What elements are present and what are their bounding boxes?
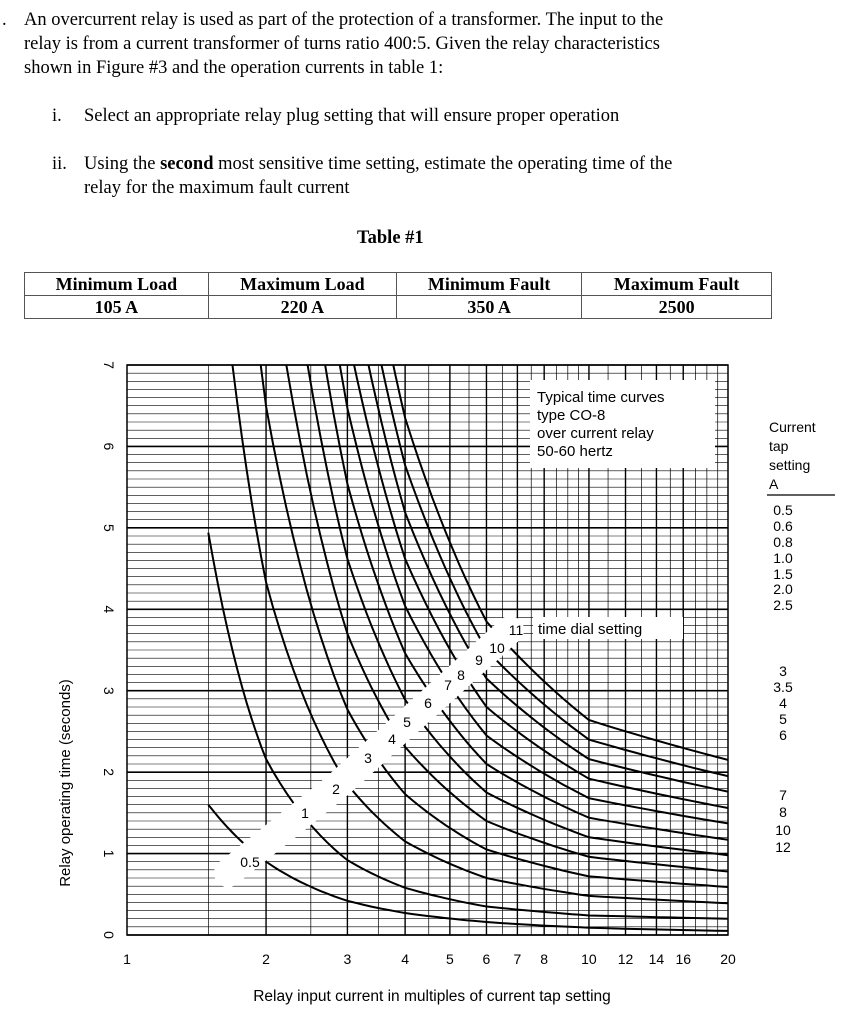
value-max-fault: 2500 — [582, 296, 772, 319]
time-dial-label-6: 6 — [424, 695, 432, 711]
time-dial-label-3: 3 — [364, 750, 372, 766]
tap-setting-value: 5 — [779, 711, 787, 727]
y-tick-label: 5 — [101, 523, 117, 532]
legend-line: over current relay — [537, 425, 654, 442]
part-i-number: i. — [52, 106, 62, 126]
tap-setting-value: 0.5 — [773, 502, 793, 518]
tap-setting-value: 0.6 — [773, 518, 793, 534]
value-max-load: 220 A — [208, 296, 396, 319]
tap-setting-value: 0.8 — [773, 534, 793, 550]
time-dial-label-1: 1 — [301, 805, 309, 821]
operation-currents-table — [24, 272, 772, 319]
question-intro-line-2: relay is from a current transformer of turns ratio 400:5. Given the relay characteristics — [24, 34, 660, 54]
y-tick-label: 6 — [101, 442, 117, 451]
part-ii-pre: Using the — [84, 154, 161, 174]
header-max-load: Maximum Load — [208, 273, 396, 296]
question-intro-line-3: shown in Figure #3 and the operation currents in table 1: — [24, 58, 444, 78]
time-dial-label-5: 5 — [403, 714, 411, 730]
part-ii-number: ii. — [52, 154, 67, 174]
tap-setting-value: 7 — [779, 787, 787, 803]
x-tick-label: 14 — [648, 951, 665, 967]
y-tick-label: 7 — [101, 361, 117, 369]
time-dial-label-11: 11 — [508, 622, 524, 638]
table-row — [25, 296, 772, 319]
time-dial-label-4: 4 — [388, 731, 396, 747]
tap-setting-value: 3 — [779, 663, 787, 679]
tap-setting-value: 12 — [775, 839, 791, 855]
legend-line: Typical time curves — [537, 389, 665, 406]
part-ii-bold: second — [160, 154, 214, 174]
time-curve-1 — [208, 533, 728, 919]
x-tick-label: 6 — [482, 951, 491, 967]
tap-setting-value: 10 — [775, 822, 791, 838]
x-tick-label: 12 — [617, 951, 634, 967]
tap-setting-list — [767, 419, 835, 855]
header-max-fault: Maximum Fault — [582, 273, 772, 296]
curve-label: time dial setting — [538, 621, 643, 638]
question-bullet: . — [2, 10, 7, 30]
part-ii-text — [84, 153, 672, 175]
time-dial-label-0.5: 0.5 — [240, 854, 260, 870]
legend-line: 50-60 hertz — [537, 443, 613, 460]
table-header-row — [25, 273, 772, 296]
y-tick-labels — [101, 361, 117, 939]
tap-setting-header: A — [769, 476, 779, 492]
tap-setting-value: 6 — [779, 727, 787, 743]
relay-time-curves-chart — [0, 340, 844, 1024]
tap-setting-value: 3.5 — [773, 679, 793, 695]
x-tick-label: 2 — [262, 951, 270, 967]
legend-line: type CO-8 — [537, 407, 606, 424]
part-i-text: Select an appropriate relay plug setting that will ensure proper operation — [84, 106, 620, 126]
x-tick-labels — [123, 951, 736, 967]
value-min-fault: 350 A — [397, 296, 582, 319]
x-tick-label: 20 — [720, 951, 736, 967]
time-dial-label-10: 10 — [489, 640, 505, 656]
time-dial-label-2: 2 — [332, 781, 340, 797]
tap-setting-header: setting — [769, 457, 811, 473]
x-tick-label: 8 — [540, 951, 549, 967]
y-axis-label: Relay operating time (seconds) — [57, 679, 74, 887]
y-tick-label: 2 — [101, 768, 117, 777]
tap-setting-header: Current — [769, 419, 816, 435]
y-tick-label: 4 — [101, 605, 117, 614]
x-tick-label: 10 — [581, 951, 597, 967]
header-min-load: Minimum Load — [25, 273, 209, 296]
y-tick-label: 0 — [101, 931, 117, 939]
x-tick-label: 4 — [401, 951, 410, 967]
y-tick-label: 3 — [101, 686, 117, 695]
time-dial-label-8: 8 — [457, 667, 465, 683]
x-tick-label: 3 — [343, 951, 352, 967]
x-tick-label: 5 — [445, 951, 454, 967]
tap-setting-value: 1.0 — [773, 550, 793, 566]
x-tick-label: 7 — [513, 951, 522, 967]
x-tick-label: 1 — [123, 951, 131, 967]
tap-setting-value: 2.5 — [773, 597, 793, 613]
x-tick-label: 16 — [675, 951, 692, 967]
tap-setting-value: 1.5 — [773, 566, 793, 582]
value-min-load: 105 A — [25, 296, 209, 319]
time-dial-label-7: 7 — [444, 677, 452, 693]
part-ii-line-2: relay for the maximum fault current — [84, 178, 350, 198]
tap-setting-header: tap — [769, 438, 789, 454]
question-intro-line-1: An overcurrent relay is used as part of the protection of a transformer. The input to the — [24, 10, 664, 30]
tap-setting-value: 4 — [779, 695, 787, 711]
x-axis-label: Relay input current in multiples of current tap setting — [253, 988, 611, 1005]
table-title: Table #1 — [357, 228, 424, 248]
header-min-fault: Minimum Fault — [397, 273, 582, 296]
tap-setting-value: 8 — [779, 804, 787, 820]
part-ii-post: most sensitive time setting, estimate the operating time of the — [213, 154, 673, 174]
y-tick-label: 1 — [101, 849, 117, 858]
time-dial-label-9: 9 — [475, 652, 483, 668]
tap-setting-value: 2.0 — [773, 581, 793, 597]
